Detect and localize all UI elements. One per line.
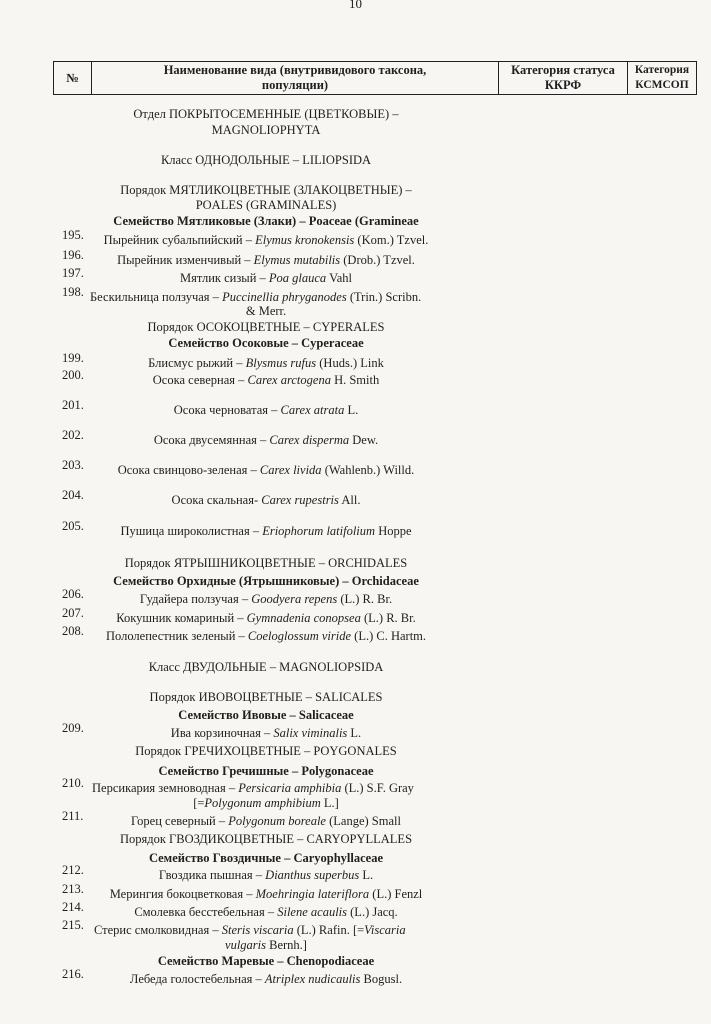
line-text bbox=[90, 556, 442, 571]
text-part: Кокушник комариный – bbox=[116, 611, 247, 625]
row-number: 199. bbox=[62, 351, 84, 365]
text-part: (L.) Jacq. bbox=[347, 905, 398, 919]
line-text bbox=[90, 463, 442, 478]
text-part: Смолевка бесстебельная – bbox=[134, 905, 278, 919]
latin-name: Dianthus superbus bbox=[265, 868, 360, 882]
text-part: (L.) S.F. Gray bbox=[341, 781, 414, 795]
latin-name: vulgaris bbox=[225, 938, 266, 952]
text-part: Пололепестник зеленый – bbox=[105, 629, 248, 643]
text-part: Семейство Мятликовые (Злаки) – Poaceae (Gramineae bbox=[113, 214, 419, 228]
line-text bbox=[90, 153, 442, 168]
text-part: Порядок ЯТРЫШНИКОЦВЕТНЫЕ – ORCHIDALES bbox=[124, 556, 408, 570]
text-part: Семейство Гречишные – Polygonaceae bbox=[158, 764, 374, 778]
text-part: Гвоздика пышная – bbox=[158, 868, 266, 882]
latin-name: Carex rupestris bbox=[261, 493, 339, 507]
text-part: (L.) R. Br. bbox=[337, 592, 393, 606]
line-text bbox=[90, 972, 442, 987]
row-number: 200. bbox=[62, 368, 84, 382]
text-part: (L.) Rafin. [= bbox=[293, 923, 365, 937]
line-text bbox=[92, 781, 414, 796]
line-text bbox=[90, 433, 442, 448]
text-part: Стерис смолковидная – bbox=[94, 923, 222, 937]
line-text bbox=[90, 198, 442, 213]
row-number: 213. bbox=[62, 882, 84, 896]
text-part: Порядок ГВОЗДИКОЦВЕТНЫЕ – CARYOPYLLALES bbox=[119, 832, 413, 846]
line-text bbox=[90, 320, 442, 335]
line-text bbox=[90, 629, 442, 644]
text-part: Осока черноватая – bbox=[173, 403, 281, 417]
text-part: Семейство Орхидные (Ятрышниковые) – Orchidaceae bbox=[113, 574, 419, 588]
text-part: Горец северный – bbox=[131, 814, 229, 828]
latin-name: Silene acaulis bbox=[277, 905, 348, 919]
text-part: Bernh.] bbox=[266, 938, 307, 952]
text-part: (L.) C. Hartm. bbox=[351, 629, 427, 643]
line-text bbox=[90, 764, 442, 779]
text-part: (Huds.) Link bbox=[316, 356, 384, 370]
text-part: Hoppe bbox=[375, 524, 412, 538]
header-number: № bbox=[54, 62, 92, 94]
text-part: Пырейник изменчивый – bbox=[117, 253, 254, 267]
row-number: 203. bbox=[62, 458, 84, 472]
text-part: POALES (GRAMINALES) bbox=[195, 198, 337, 212]
text-part: (Kom.) Tzvel. bbox=[354, 233, 429, 247]
text-part: L. bbox=[344, 403, 359, 417]
row-number: 201. bbox=[62, 398, 84, 412]
line-text bbox=[90, 660, 442, 675]
row-number: 210. bbox=[62, 776, 84, 790]
line-text bbox=[90, 726, 442, 741]
line-text bbox=[90, 611, 442, 626]
row-number: 215. bbox=[62, 918, 84, 932]
row-number: 206. bbox=[62, 587, 84, 601]
latin-name: Moehringia lateriflora bbox=[255, 887, 370, 901]
row-number: 205. bbox=[62, 519, 84, 533]
line-text bbox=[90, 592, 442, 607]
text-part: (L.) Fenzl bbox=[369, 887, 423, 901]
row-number: 196. bbox=[62, 248, 84, 262]
line-text bbox=[90, 938, 442, 953]
text-part: Класс ОДНОДОЛЬНЫЕ – LILIOPSIDA bbox=[160, 153, 372, 167]
text-part: (Lange) Small bbox=[325, 814, 401, 828]
line-text bbox=[90, 290, 421, 305]
latin-name: Polygonum boreale bbox=[228, 814, 326, 828]
row-number: 195. bbox=[62, 228, 84, 242]
latin-name: Carex arctogena bbox=[247, 373, 331, 387]
line-text bbox=[90, 336, 442, 351]
row-number: 212. bbox=[62, 863, 84, 877]
line-text bbox=[90, 954, 442, 969]
text-part: All. bbox=[338, 493, 361, 507]
text-part: Семейство Маревые – Chenopodiaceae bbox=[157, 954, 375, 968]
text-part: (Drob.) Tzvel. bbox=[340, 253, 415, 267]
text-part: L. bbox=[359, 868, 374, 882]
line-text bbox=[90, 253, 442, 268]
text-part: Осока северная – bbox=[152, 373, 248, 387]
line-text bbox=[90, 868, 442, 883]
text-part: L.] bbox=[320, 796, 339, 810]
text-part: Семейство Гвоздичные – Caryophyllaceae bbox=[148, 851, 384, 865]
line-text bbox=[90, 123, 442, 138]
latin-name: Eriophorum latifolium bbox=[262, 524, 376, 538]
line-text bbox=[90, 524, 442, 539]
latin-name: Goodyera repens bbox=[251, 592, 338, 606]
latin-name: Steris viscaria bbox=[221, 923, 294, 937]
header-species-name: Наименование вида (внутривидового таксона, популяции) bbox=[92, 62, 499, 94]
latin-name: Carex livida bbox=[259, 463, 322, 477]
text-part: Порядок ГРЕЧИХОЦВЕТНЫЕ – POYGONALES bbox=[135, 744, 397, 758]
text-part: Порядок ИВОВОЦВЕТНЫЕ – SALICALES bbox=[149, 690, 383, 704]
row-number: 208. bbox=[62, 624, 84, 638]
line-text bbox=[90, 214, 442, 229]
latin-name: Carex atrata bbox=[280, 403, 345, 417]
text-part: Vahl bbox=[326, 271, 352, 285]
text-part: MAGNOLIOPHYTA bbox=[211, 123, 321, 137]
text-part: Отдел ПОКРЫТОСЕМЕННЫЕ (ЦВЕТКОВЫЕ) – bbox=[133, 107, 399, 121]
row-number: 198. bbox=[62, 285, 84, 299]
latin-name: Elymus mutabilis bbox=[253, 253, 341, 267]
latin-name: Poa glauca bbox=[268, 271, 327, 285]
row-number: 197. bbox=[62, 266, 84, 280]
latin-name: Salix viminalis bbox=[273, 726, 348, 740]
text-part: Семейство Осоковые – Cyperaceae bbox=[168, 336, 364, 350]
line-text bbox=[90, 832, 442, 847]
header-ksmsop-category: Категория КСМСОП bbox=[634, 64, 690, 91]
text-part: Семейство Ивовые – Salicaceae bbox=[178, 708, 354, 722]
text-part: Мятлик сизый – bbox=[179, 271, 269, 285]
line-text bbox=[90, 574, 442, 589]
header-kkrf-category: Категория статуса ККРФ bbox=[499, 62, 628, 94]
line-text bbox=[90, 493, 442, 508]
latin-name: Carex disperma bbox=[269, 433, 350, 447]
text-part: L. bbox=[347, 726, 362, 740]
text-part: Bogusl. bbox=[360, 972, 403, 986]
text-part: Бескильница ползучая – bbox=[90, 290, 223, 304]
text-part: Осока двусемянная – bbox=[153, 433, 270, 447]
line-text bbox=[94, 923, 406, 938]
line-text bbox=[90, 304, 442, 319]
text-part: (Wahlenb.) Willd. bbox=[321, 463, 415, 477]
latin-name: Gymnadenia conopsea bbox=[246, 611, 361, 625]
table-header bbox=[53, 61, 697, 95]
text-part: Dew. bbox=[349, 433, 379, 447]
line-text bbox=[90, 356, 442, 371]
row-number: 214. bbox=[62, 900, 84, 914]
line-text bbox=[90, 107, 442, 122]
text-part: Пушица широколистная – bbox=[120, 524, 263, 538]
line-text bbox=[90, 851, 442, 866]
latin-name: Blysmus rufus bbox=[245, 356, 317, 370]
line-text bbox=[90, 271, 442, 286]
text-part: (Trin.) Scribn. bbox=[346, 290, 422, 304]
latin-name: Elymus kronokensis bbox=[255, 233, 355, 247]
row-number: 211. bbox=[62, 809, 84, 823]
line-text bbox=[90, 373, 442, 388]
latin-name: Viscaria bbox=[364, 923, 406, 937]
latin-name: Persicaria amphibia bbox=[238, 781, 342, 795]
line-text bbox=[90, 905, 442, 920]
text-part: Осока скальная- bbox=[171, 493, 262, 507]
text-part: Осока свинцово-зеленая – bbox=[117, 463, 260, 477]
text-part: Гудайера ползучая – bbox=[139, 592, 252, 606]
row-number: 209. bbox=[62, 721, 84, 735]
text-part: (L.) R. Br. bbox=[360, 611, 416, 625]
line-text bbox=[90, 744, 442, 759]
row-number: 216. bbox=[62, 967, 84, 981]
line-text bbox=[90, 796, 442, 811]
line-text bbox=[90, 690, 442, 705]
row-number: 207. bbox=[62, 606, 84, 620]
text-part: Персикария земноводная – bbox=[92, 781, 239, 795]
text-part: Порядок ОСОКОЦВЕТНЫЕ – CYPERALES bbox=[147, 320, 385, 334]
latin-name: Puccinellia phryganodes bbox=[222, 290, 347, 304]
text-part: H. Smith bbox=[330, 373, 380, 387]
text-part: Мерингия бокоцветковая – bbox=[109, 887, 256, 901]
row-number: 202. bbox=[62, 428, 84, 442]
line-text bbox=[90, 183, 442, 198]
row-number: 204. bbox=[62, 488, 84, 502]
line-text bbox=[90, 233, 442, 248]
text-part: Ива корзиночная – bbox=[170, 726, 274, 740]
line-text bbox=[90, 403, 442, 418]
page-number: 10 bbox=[349, 0, 362, 11]
text-part: [= bbox=[193, 796, 205, 810]
text-part: Класс ДВУДОЛЬНЫЕ – MAGNOLIOPSIDA bbox=[148, 660, 384, 674]
text-part: Пырейник субальпийский – bbox=[103, 233, 256, 247]
line-text bbox=[90, 887, 442, 902]
line-text bbox=[90, 814, 442, 829]
latin-name: Polygonum amphibium bbox=[204, 796, 321, 810]
text-part: Блисмус рыжий – bbox=[148, 356, 246, 370]
text-part: Лебеда голостебельная – bbox=[129, 972, 265, 986]
latin-name: Coeloglossum viride bbox=[247, 629, 352, 643]
text-part: & Merr. bbox=[245, 304, 287, 318]
text-part: Порядок МЯТЛИКОЦВЕТНЫЕ (ЗЛАКОЦВЕТНЫЕ) – bbox=[120, 183, 412, 197]
latin-name: Atriplex nudicaulis bbox=[264, 972, 361, 986]
line-text bbox=[90, 708, 442, 723]
